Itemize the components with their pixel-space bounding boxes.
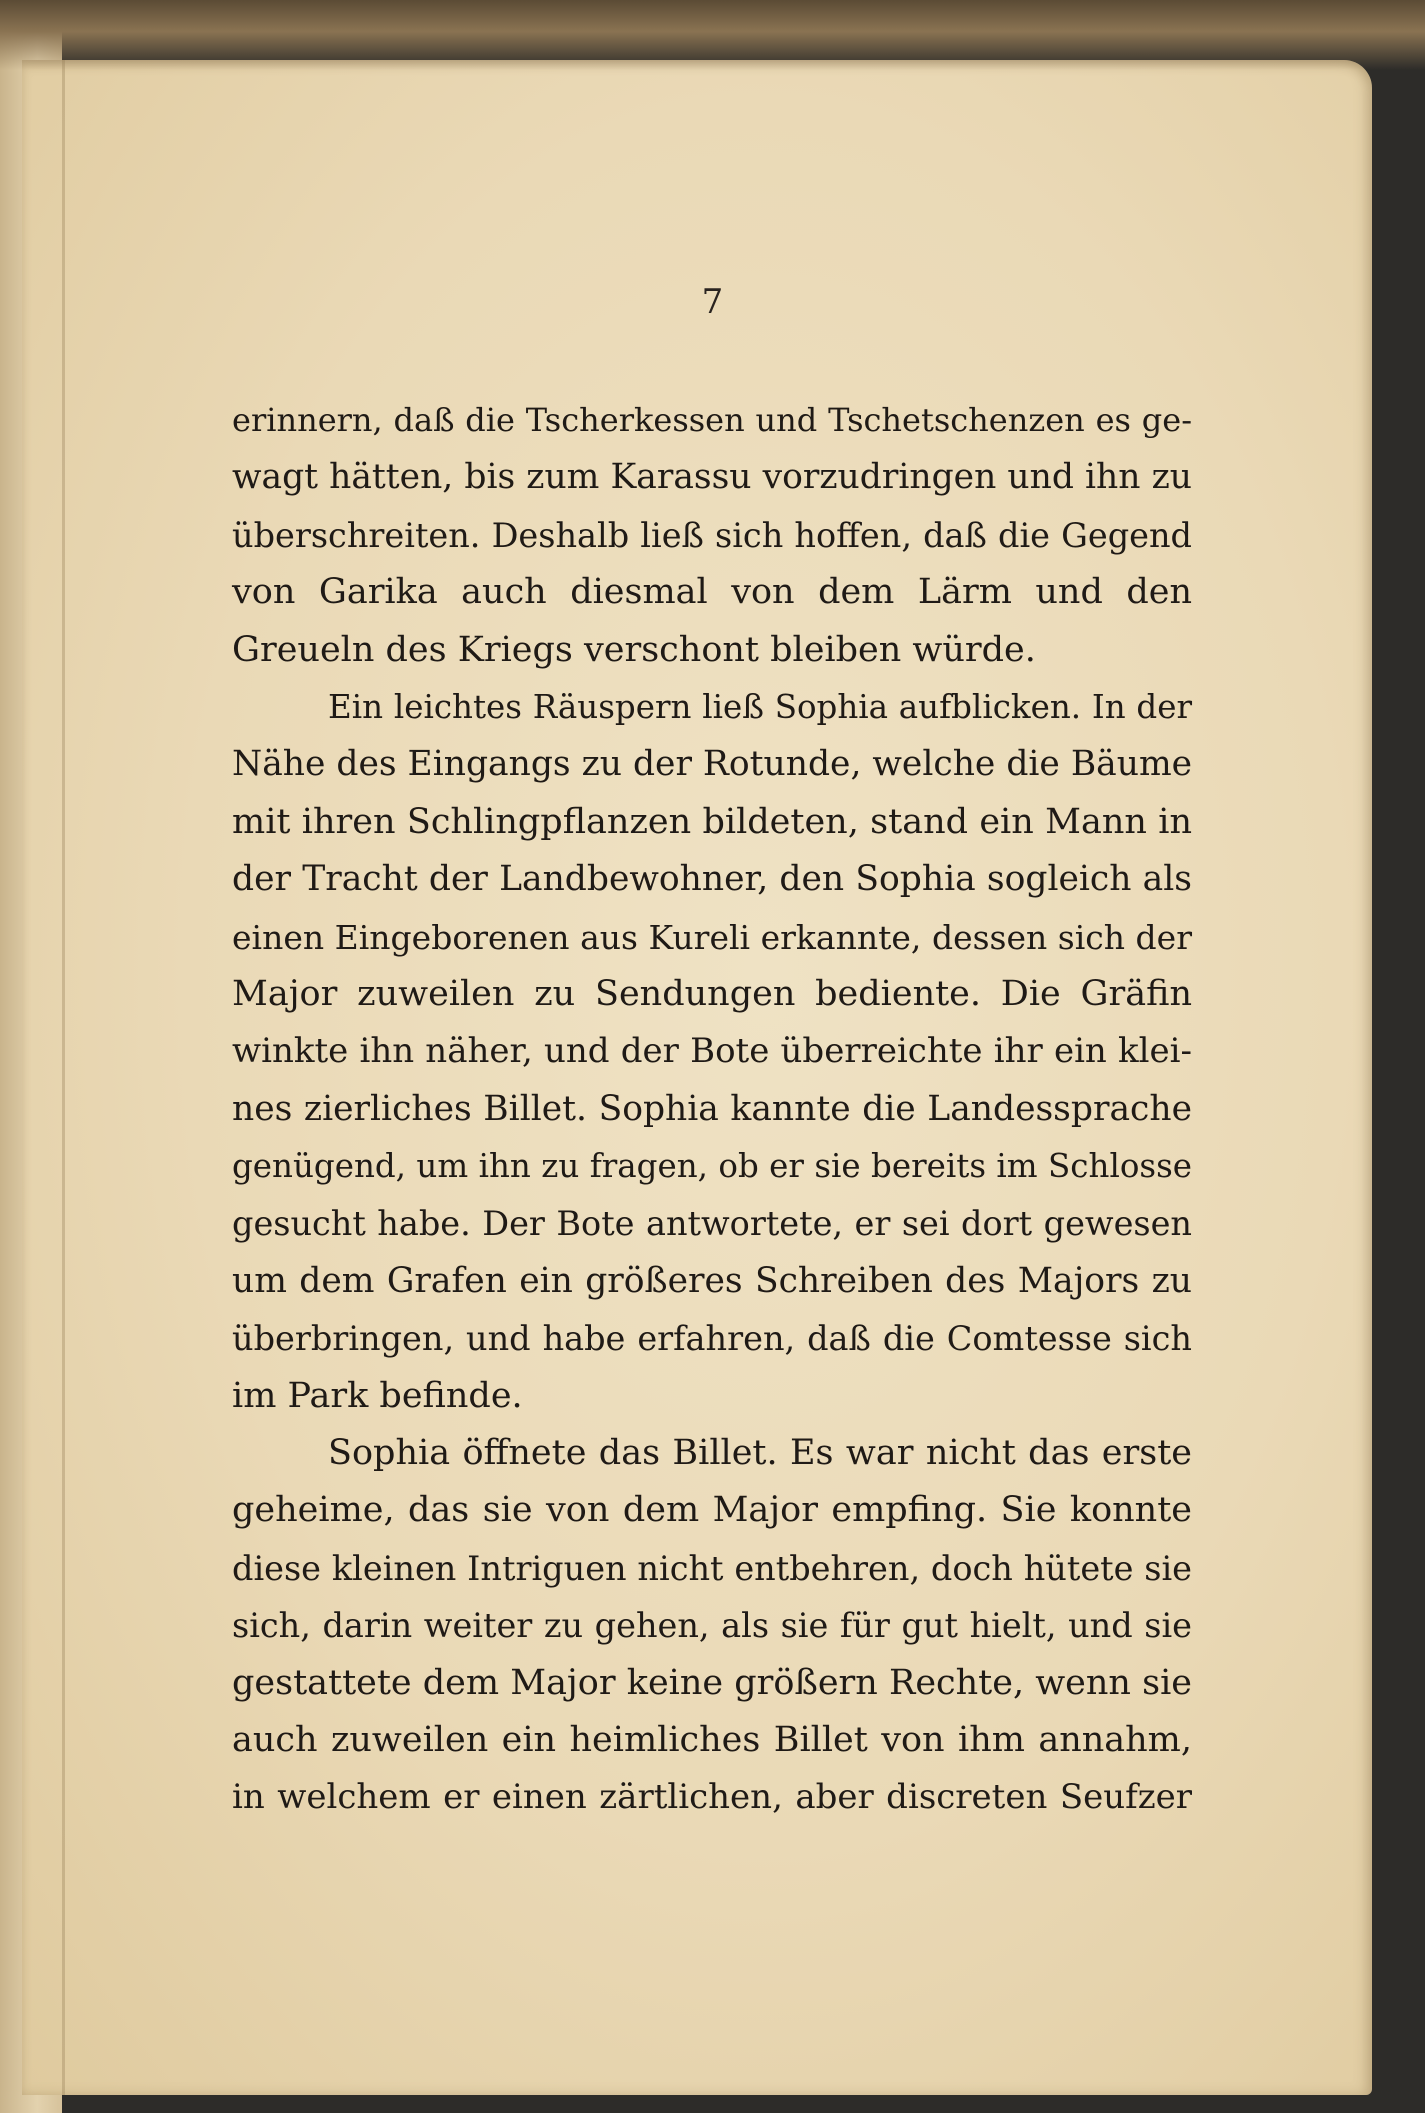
text-line: einen Eingeborenen aus Kureli erkannte, dessen sich der <box>232 917 1192 957</box>
text-line: genügend, um ihn zu fragen, ob er sie bereits im Schlosse <box>232 1147 1192 1186</box>
text-line: Ein leichtes Räuspern ließ Sophia aufblicken. In der <box>328 687 1192 726</box>
text-line: sich, darin weiter zu gehen, als sie für gut hielt, und sie <box>232 1606 1192 1646</box>
text-line: diese kleinen Intriguen nicht entbehren, doch hütete sie <box>232 1548 1192 1588</box>
text-line: geheime, das sie von dem Major empfing. Sie konnte <box>232 1490 1192 1531</box>
text-line: im Park befinde. <box>232 1375 523 1416</box>
text-line: überschreiten. Deshalb ließ sich hoffen, daß die Gegend <box>232 515 1192 555</box>
text-line: der Tracht der Landbewohner, den Sophia sogleich als <box>232 859 1192 900</box>
text-line: um dem Grafen ein größeres Schreiben des Majors zu <box>232 1260 1192 1301</box>
page-number: 7 <box>701 282 724 322</box>
text-line: Major zuweilen zu Sendungen bediente. Die Gräfin <box>232 973 1192 1014</box>
text-line: in welchem er einen zärtlichen, aber discreten Seufzer <box>232 1777 1192 1818</box>
text-line: auch zuweilen ein heimliches Billet von ihm annahm, <box>232 1719 1192 1760</box>
text-line: winkte ihn näher, und der Bote überreichte ihr ein klei- <box>232 1031 1192 1072</box>
text-line: nes zierliches Billet. Sophia kannte die Landessprache <box>232 1088 1192 1129</box>
gutter-fold <box>62 60 65 2095</box>
text-line: Nähe des Eingangs zu der Rotunde, welche die Bäume <box>232 744 1193 785</box>
worn-top-edge <box>0 0 1425 70</box>
text-line: mit ihren Schlingpflanzen bildeten, stand ein Mann in <box>232 801 1192 842</box>
body-text <box>232 392 1192 1827</box>
text-line: Greueln des Kriegs verschont bleiben würde. <box>232 629 1036 670</box>
text-line: Sophia öffnete das Billet. Es war nicht das erste <box>328 1433 1192 1474</box>
text-line: überbringen, und habe erfahren, daß die Comtesse sich <box>232 1319 1192 1359</box>
text-line: von Garika auch diesmal von dem Lärm und den <box>232 572 1192 613</box>
text-line: wagt hätten, bis zum Karassu vorzudringen und ihn zu <box>232 457 1192 498</box>
text-line: gesucht habe. Der Bote antwortete, er sei dort gewesen <box>232 1204 1192 1244</box>
text-line: gestattete dem Major keine größern Rechte, wenn sie <box>232 1662 1192 1703</box>
text-line: erinnern, daß die Tscherkessen und Tschetschenzen es ge- <box>232 401 1192 439</box>
